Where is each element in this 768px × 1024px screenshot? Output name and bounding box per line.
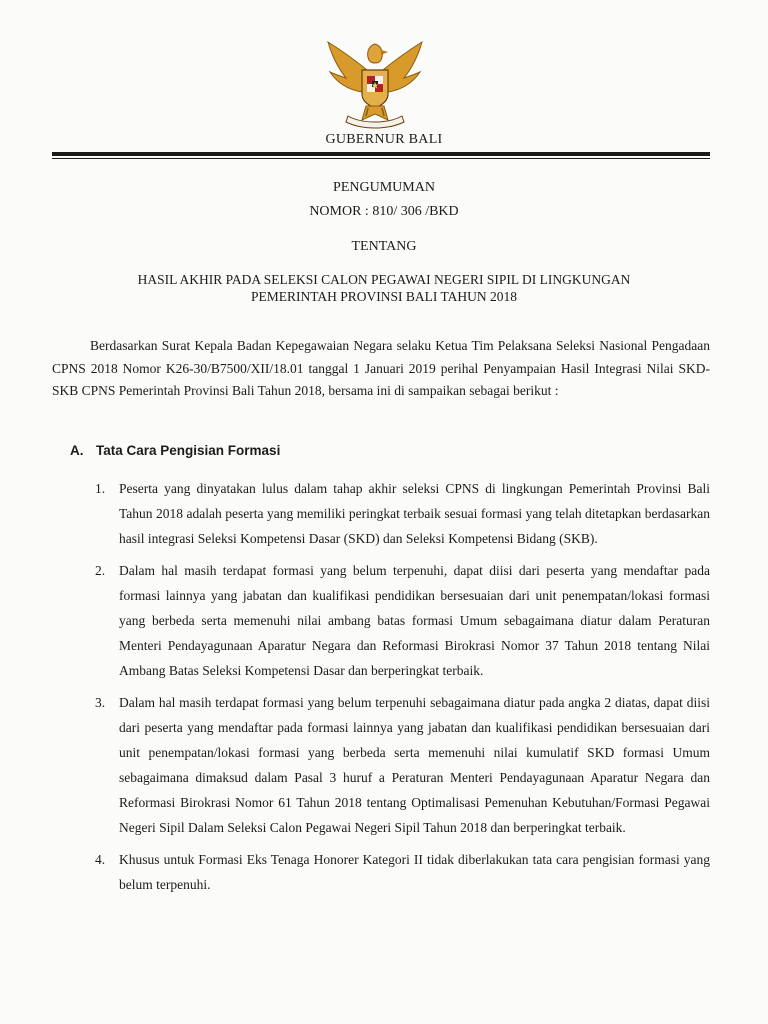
section-title: Tata Cara Pengisian Formasi: [96, 443, 281, 458]
garuda-pancasila-emblem-icon: [322, 34, 428, 130]
intro-paragraph: Berdasarkan Surat Kepala Badan Kepegawaian Negara selaku Ketua Tim Pelaksana Seleksi Nasional Pengadaan CPNS 2018 Nomor K26-30/B7500/XII/18.01 tanggal 1 Januari 2019 perihal Penyampaian Hasil Integrasi Nilai SKD-SKB CPNS Pemerintah Provinsi Bali Tahun 2018, bersama ini di sampaikan sebagai berikut :: [52, 338, 710, 398]
list-item-number: 1.: [95, 481, 106, 496]
announcement-subject-line2: PEMERINTAH PROVINSI BALI TAHUN 2018: [250, 289, 518, 304]
announcement-subject-line1: HASIL AKHIR PADA SELEKSI CALON PEGAWAI NEGERI SIPIL DI LINGKUNGAN: [137, 272, 631, 287]
section-heading: [70, 443, 280, 458]
announcement-number: NOMOR : 810/ 306 /BKD: [309, 204, 459, 219]
list-item-text: Khusus untuk Formasi Eks Tenaga Honorer Kategori II tidak diberlakukan tata cara pengisian formasi yang belum terpenuhi.: [119, 852, 710, 892]
list-item-number: 4.: [95, 852, 106, 867]
list-item-text: Dalam hal masih terdapat formasi yang belum terpenuhi sebagaimana diatur pada angka 2 diatas, dapat diisi dari peserta yang mendaftar pada formasi lainnya yang jabatan dan kualifikasi pendidikan bersesuaian dari unit penempatan/lokasi formasi yang berbeda serta memenuhi nilai kumulatif SKD formasi Umum sebagaimana dimaksud dalam Pasal 3 huruf a Peraturan Menteri Pendayagunaan Aparatur Negara dan Reformasi Birokrasi Nomor 61 Tahun 2018 tentang Optimalisasi Pemenuhan Kebutuhan/Formasi Pegawai Negeri Sipil Dalam Seleksi Calon Pegawai Negeri Sipil Tahun 2018 dan berperingkat terbaik.: [119, 695, 710, 835]
list-item: [95, 558, 710, 683]
section-item-list: [95, 476, 710, 904]
announcement-about: TENTANG: [351, 239, 417, 254]
announcement-label: PENGUMUMAN: [333, 180, 435, 195]
list-item-number: 2.: [95, 563, 106, 578]
list-item: [95, 847, 710, 897]
list-item: [95, 690, 710, 840]
header-divider-thin: [52, 158, 710, 159]
list-item-number: 3.: [95, 695, 106, 710]
list-item: [95, 476, 710, 551]
header-divider-thick: [52, 152, 710, 156]
section-letter: A.: [70, 443, 84, 458]
header-title: GUBERNUR BALI: [325, 132, 443, 147]
list-item-text: Peserta yang dinyatakan lulus dalam tahap akhir seleksi CPNS di lingkungan Pemerintah Provinsi Bali Tahun 2018 adalah peserta yang memiliki peringkat terbaik sesuai formasi yang telah ditetapkan berdasarkan hasil integrasi Seleksi Kompetensi Dasar (SKD) dan Seleksi Kompetensi Bidang (SKB).: [119, 481, 710, 546]
list-item-text: Dalam hal masih terdapat formasi yang belum terpenuhi, dapat diisi dari peserta yang mendaftar pada formasi lainnya yang jabatan dan kualifikasi pendidikan bersesuaian dari unit penempatan/lokasi formasi yang berbeda serta memenuhi nilai ambang batas formasi Umum sebagaimana diatur dalam Peraturan Menteri Pendayagunaan Aparatur Negara dan Reformasi Birokrasi Nomor 37 Tahun 2018 tentang Nilai Ambang Batas Seleksi Kompetensi Dasar dan berperingkat terbaik.: [119, 563, 710, 678]
